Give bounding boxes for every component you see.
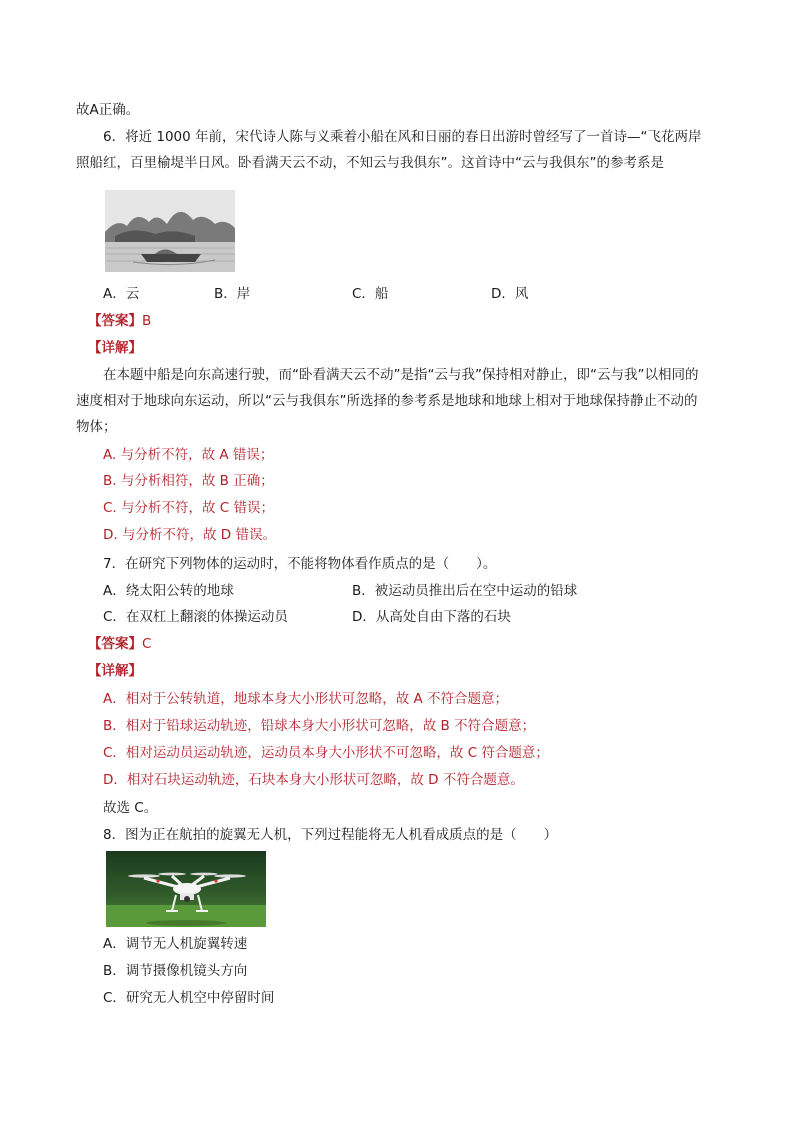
q6-analysis-d: D. 与分析不符，故 D 错误。 xyxy=(103,527,276,543)
q6-answer-label: 【答案】 xyxy=(88,313,142,329)
q6-analysis-b: B. 与分析相符，故 B 正确； xyxy=(103,473,274,489)
q6-answer xyxy=(88,312,151,330)
q7-detail-label: 【详解】 xyxy=(88,663,142,679)
prev-conclusion: 故A正确。 xyxy=(76,102,140,118)
q8-option-c: C．研究无人机空中停留时间 xyxy=(103,990,275,1006)
q7-conclusion: 故选 C。 xyxy=(103,800,158,816)
drone-photo xyxy=(106,851,266,927)
q6-analysis-a: A. 与分析不符，故 A 错误； xyxy=(103,447,274,463)
q6-option-c: C．船 xyxy=(352,286,389,302)
q8-option-a: A．调节无人机旋翼转速 xyxy=(103,936,248,952)
q7-option-a: A．绕太阳公转的地球 xyxy=(103,583,234,599)
q6-analysis-c: C. 与分析不符，故 C 错误； xyxy=(103,500,275,516)
boat-mountain-illustration xyxy=(105,190,235,272)
q7-stem: 7．在研究下列物体的运动时，不能将物体看作质点的是（ ）。 xyxy=(103,556,497,572)
q6-option-b: B．岸 xyxy=(214,286,251,302)
q7-analysis-a: A．相对于公转轨道，地球本身大小形状可忽略，故 A 不符合题意； xyxy=(103,691,509,707)
q6-option-a: A．云 xyxy=(103,286,140,302)
q7-option-c: C．在双杠上翻滚的体操运动员 xyxy=(103,609,288,625)
q7-answer-label: 【答案】 xyxy=(88,636,142,652)
q8-option-b: B．调节摄像机镜头方向 xyxy=(103,963,248,979)
q7-option-d: D．从高处自由下落的石块 xyxy=(352,609,511,625)
q6-detail-line1: 在本题中船是向东高速行驶，而“卧看满天云不动”是指“云与我”保持相对静止，即“云与我”以相同的 xyxy=(103,367,699,383)
q7-option-b: B．被运动员推出后在空中运动的铅球 xyxy=(352,583,578,599)
q6-detail-line3: 物体； xyxy=(76,419,117,435)
q7-analysis-c: C．相对运动员运动轨迹，运动员本身大小形状不可忽略，故 C 符合题意； xyxy=(103,745,549,761)
q6-stem-line1: 6．将近 1000 年前，宋代诗人陈与义乘着小船在风和日丽的春日出游时曾经写了一首诗—“飞花两岸 xyxy=(103,129,702,145)
q6-option-d: D．风 xyxy=(491,286,529,302)
q6-stem-line2: 照船红，百里榆堤半日风。卧看满天云不动，不知云与我俱东”。这首诗中“云与我俱东”的参考系是 xyxy=(76,155,664,171)
q6-answer-value: B xyxy=(142,313,152,329)
q6-detail-line2: 速度相对于地球向东运动，所以“云与我俱东”所选择的参考系是地球和地球上相对于地球保持静止不动的 xyxy=(76,393,698,409)
q8-stem: 8．图为正在航拍的旋翼无人机，下列过程能将无人机看成质点的是（ ） xyxy=(103,827,558,843)
q7-answer-value: C xyxy=(142,636,152,652)
q7-analysis-b: B．相对于铅球运动轨迹，铅球本身大小形状可忽略，故 B 不符合题意； xyxy=(103,718,536,734)
q7-answer xyxy=(88,635,151,653)
q7-analysis-d: D．相对石块运动轨迹，石块本身大小形状可忽略，故 D 不符合题意。 xyxy=(103,772,524,788)
q6-detail-label: 【详解】 xyxy=(88,340,142,356)
